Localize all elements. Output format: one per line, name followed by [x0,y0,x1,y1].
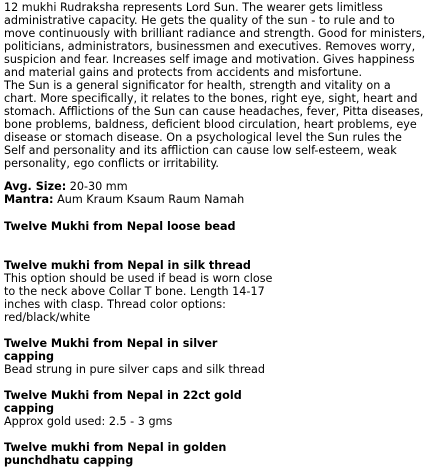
option-loose-bead[interactable] [4,220,434,233]
size-label: Avg. Size: [4,180,67,193]
mantra-value: Aum Kraum Ksaum Raum Namah [53,193,245,206]
mantra-spec [4,193,434,206]
size-value: 20-30 mm [66,180,128,193]
size-spec [4,180,434,193]
option-description: Approx gold used: 2.5 - 3 gms [4,415,173,428]
option-description: Bead strung in pure silver caps and silk thread [4,363,266,376]
option-description: This option should be used if bead is worn close to the neck above Collar T bone. Length 14-17 inches with clasp. Thread color options: red/black/white [4,272,273,324]
option-title[interactable]: Twelve Mukhi from Nepal loose bead [4,220,236,233]
description-paragraph-2: The Sun is a general significator for health, strength and vitality on a chart. More specifically, it relates to the bones, right eye, sight, heart and stomach. Afflictions of the Sun can cause headaches, fever, Pitta diseases, bone problems, baldness, deficient blood circulation, heart problems, eye disease or stomach disease. On a psychological level the Sun rules the Self and personality and its affliction can cause low self-esteem, weak personality, ego conflicts or irritability. [4,79,424,170]
option-gold-capping[interactable] [4,389,434,428]
mantra-label: Mantra: [4,193,54,206]
option-punchdhatu-capping[interactable] [4,441,434,467]
option-silk-thread[interactable] [4,259,434,324]
option-title[interactable]: Twelve Mukhi from Nepal in silver capping [4,337,218,363]
option-title[interactable]: Twelve mukhi from Nepal in silk thread [4,259,251,272]
option-silver-capping[interactable] [4,337,434,376]
option-title[interactable]: Twelve mukhi from Nepal in golden punchdhatu capping [4,441,227,467]
description-paragraph-1: 12 mukhi Rudraksha represents Lord Sun. The wearer gets limitless administrative capacity. He gets the quality of the sun - to rule and to move continuously with brilliant radiance and strength. Good for ministers, politicians, administrators, businessmen and executives. Removes worry, suspicion and fear. Increases self image and motivation. Gives happiness and material gains and protects from accidents and misfortune. [4,1,426,79]
option-title[interactable]: Twelve Mukhi from Nepal in 22ct gold capping [4,389,242,415]
